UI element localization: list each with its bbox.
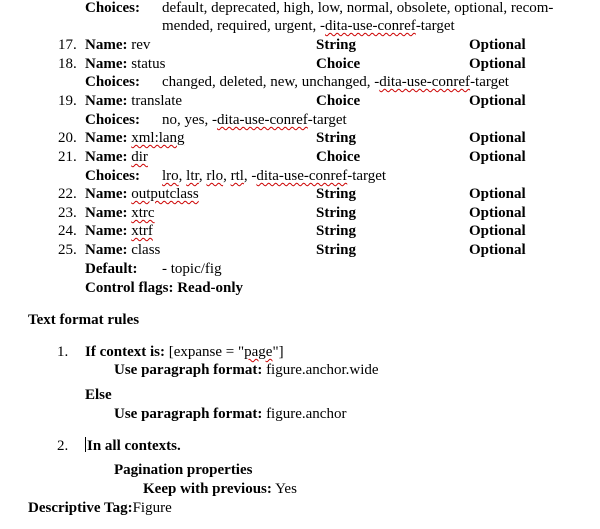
attr-type: String (316, 242, 357, 258)
choices-label: Choices: (85, 74, 140, 90)
choices-value: no, yes, -dita-use-conref-target (162, 112, 347, 128)
attr-type: String (316, 205, 357, 221)
attr-type: String (316, 37, 357, 53)
attr-name: Name: class (85, 242, 161, 258)
rule-format: Use paragraph format: figure.anchor (114, 406, 347, 422)
descriptive-tag: Descriptive Tag:Figure (28, 500, 172, 516)
attr-number: 21. (58, 149, 77, 165)
attr-name: Name: xtrc (85, 205, 155, 221)
attr-number: 20. (58, 130, 77, 146)
attr-name: Name: dir (85, 149, 148, 165)
attr-req: Optional (469, 93, 526, 109)
attr-req: Optional (469, 186, 526, 202)
choices-label: Choices: (85, 0, 140, 16)
attr-name: Name: xml:lang (85, 130, 185, 146)
attr-type: Choice (316, 56, 361, 72)
attr-number: 17. (58, 37, 77, 53)
control-flags: Control flags: Read-only (85, 280, 244, 296)
text-cursor (85, 437, 86, 452)
attr-number: 18. (58, 56, 77, 72)
attr-number: 19. (58, 93, 77, 109)
attr-number: 25. (58, 242, 77, 258)
attr-req: Optional (469, 242, 526, 258)
choices-label: Choices: (85, 112, 140, 128)
attr-req: Optional (469, 37, 526, 53)
attr-req: Optional (469, 205, 526, 221)
attr-type: Choice (316, 93, 361, 109)
pagination-label: Pagination properties (114, 462, 253, 478)
rule-number: 1. (57, 344, 69, 360)
attr-req: Optional (469, 223, 526, 239)
attr-type: Choice (316, 149, 361, 165)
rule-condition: In all contexts. (87, 438, 181, 454)
attr-req: Optional (469, 149, 526, 165)
rule-format: Use paragraph format: figure.anchor.wide (114, 362, 379, 378)
default-label: Default: (85, 261, 138, 277)
choices-label: Choices: (85, 168, 140, 184)
attr-name: Name: translate (85, 93, 183, 109)
default-value: - topic/fig (162, 261, 222, 277)
attr-req: Optional (469, 130, 526, 146)
choices-value: lro, ltr, rlo, rtl, -dita-use-conref-target (162, 168, 387, 184)
attr-name: Name: status (85, 56, 166, 72)
attr-name: Name: outputclass (85, 186, 199, 202)
attr-name: Name: rev (85, 37, 151, 53)
rule-condition: If context is: [expanse = "page"] (85, 344, 284, 360)
attr-req: Optional (469, 56, 526, 72)
attr-type: String (316, 186, 357, 202)
else-label: Else (85, 387, 112, 403)
keep-with-previous: Keep with previous: Yes (143, 481, 297, 497)
rule-number: 2. (57, 438, 69, 454)
attr-number: 22. (58, 186, 77, 202)
attr-number: 23. (58, 205, 77, 221)
attr-name: Name: xtrf (85, 223, 153, 239)
attr-number: 24. (58, 223, 77, 239)
choices-value-cont: mended, required, urgent, -dita-use-conref-target (162, 18, 455, 34)
choices-value: default, deprecated, high, low, normal, obsolete, optional, recom- (162, 0, 554, 16)
attr-type: String (316, 130, 357, 146)
choices-value: changed, deleted, new, unchanged, -dita-use-conref-target (162, 74, 509, 90)
attr-type: String (316, 223, 357, 239)
section-heading: Text format rules (28, 312, 140, 328)
